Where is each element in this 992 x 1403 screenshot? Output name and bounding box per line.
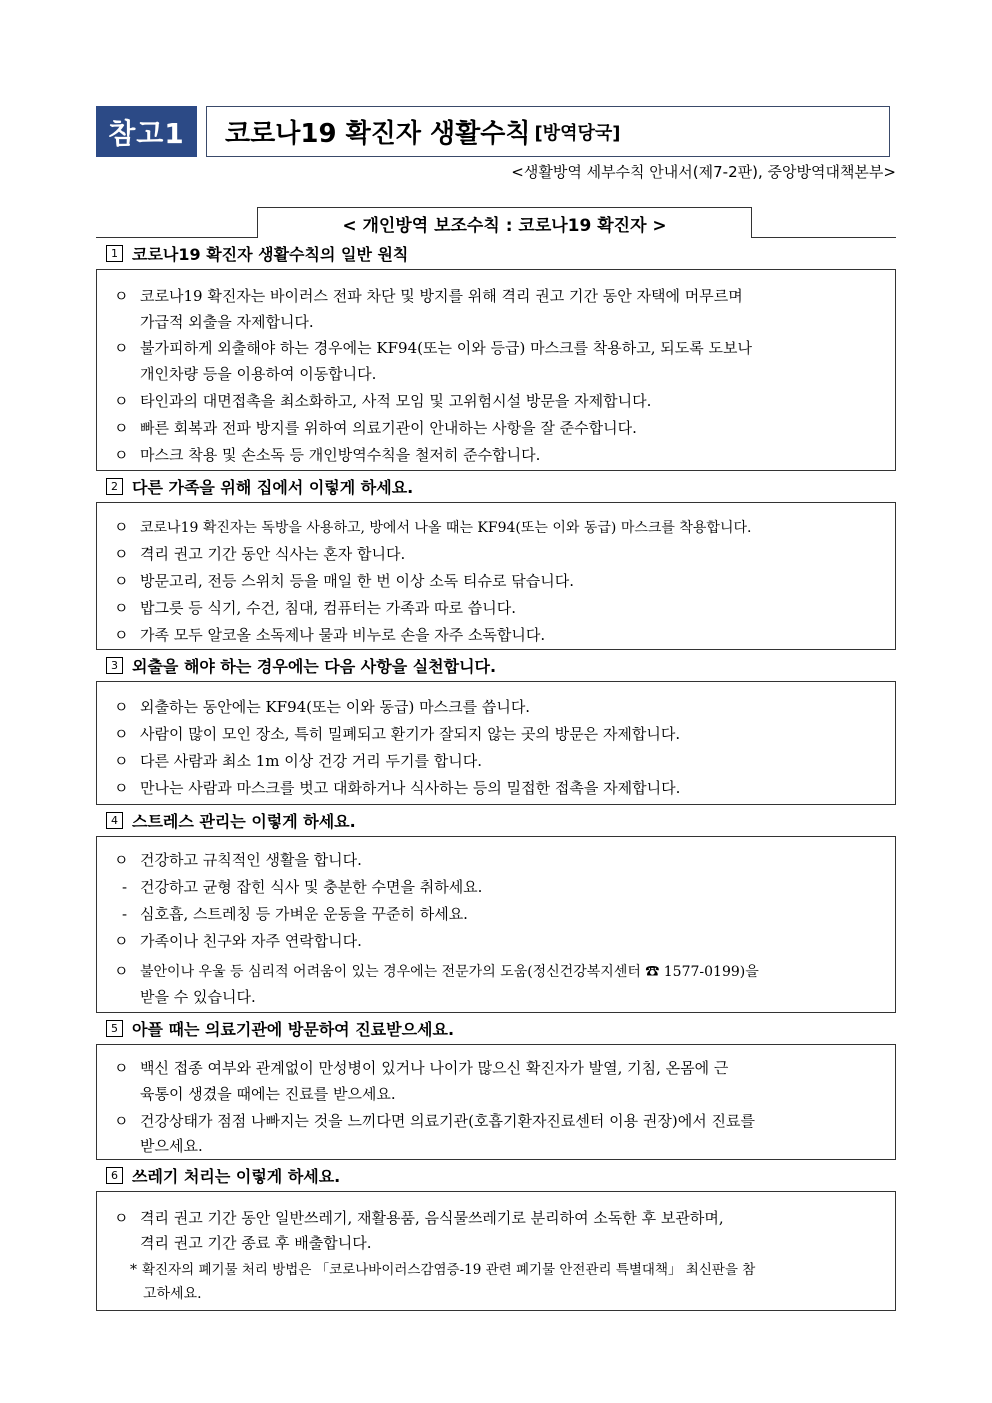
bullet-icon: ㅇ — [114, 572, 129, 590]
list-item — [114, 931, 889, 951]
bullet-icon: ㅇ — [114, 518, 129, 536]
bullet-icon: ㅇ — [114, 626, 129, 644]
list-item — [140, 1136, 915, 1156]
list-item-text: 격리 권고 기간 종료 후 배출합니다. — [140, 1234, 372, 1252]
section-number: 2 — [106, 478, 123, 495]
list-item — [114, 1058, 889, 1078]
bullet-icon: ㅇ — [114, 599, 129, 617]
footnote-text: 확진자의 폐기물 처리 방법은 「코로나바이러스감염증-19 관련 폐기물 안전관리 특별대책」 최신판을 참 — [142, 1262, 756, 1278]
list-item-text: 코로나19 확진자는 독방을 사용하고, 방에서 나올 때는 KF94(또는 이와 동급) 마스크를 착용합니다. — [140, 520, 752, 536]
bullet-icon: ㅇ — [114, 725, 129, 743]
list-item — [114, 697, 889, 717]
list-item-text: 받을 수 있습니다. — [140, 988, 256, 1006]
list-item-text: 타인과의 대면접촉을 최소화하고, 사적 모임 및 고위험시설 방문을 자제합니다. — [140, 392, 652, 410]
bullet-icon: ㅇ — [114, 698, 129, 716]
list-item — [140, 1233, 915, 1253]
bullet-icon: ㅇ — [114, 752, 129, 770]
footnote — [130, 1260, 905, 1280]
list-item-text: 개인차량 등을 이용하여 이동합니다. — [140, 365, 377, 383]
list-item — [114, 598, 889, 618]
bullet-icon: ㅇ — [114, 779, 129, 797]
list-item-text: 가족 모두 알코올 소독제나 물과 비누로 손을 자주 소독합니다. — [140, 626, 546, 644]
section-head-3 — [96, 649, 896, 682]
list-item — [114, 391, 889, 411]
section-number: 3 — [106, 657, 123, 674]
list-item — [140, 364, 915, 384]
section-number: 1 — [106, 245, 123, 262]
list-item — [122, 877, 897, 897]
bullet-icon: ㅇ — [114, 1059, 129, 1077]
list-item — [114, 961, 889, 982]
bullet-icon: ㅇ — [114, 392, 129, 410]
list-item — [114, 625, 889, 645]
bullet-icon: ㅇ — [114, 932, 129, 950]
list-item — [114, 724, 889, 744]
list-item — [114, 850, 889, 870]
section-title: 스트레스 관리는 이렇게 하세요. — [132, 812, 356, 831]
page-title — [206, 106, 890, 157]
reference-badge: 참고1 — [96, 106, 197, 157]
section-head-4 — [96, 804, 896, 837]
list-item-text: 백신 접종 여부와 관계없이 만성병이 있거나 나이가 많으신 확진자가 발열, 기침, 온몸에 근 — [140, 1059, 729, 1077]
list-item-text: 외출하는 동안에는 KF94(또는 이와 동급) 마스크를 씁니다. — [140, 698, 531, 716]
section-head-5 — [96, 1012, 896, 1045]
page-title-text: 코로나19 확진자 생활수칙 — [225, 119, 531, 149]
list-item-text: 건강하고 균형 잡힌 식사 및 충분한 수면을 취하세요. — [140, 878, 483, 896]
bullet-icon: ㅇ — [114, 1112, 129, 1130]
list-item — [114, 778, 889, 798]
list-item-text: 불안이나 우울 등 심리적 어려움이 있는 경우에는 전문가의 도움(정신건강복지센터 ☎ 1577-0199)을 — [140, 964, 759, 980]
list-item — [140, 1084, 915, 1104]
dash-icon: - — [122, 878, 128, 896]
list-item-text: 받으세요. — [140, 1137, 203, 1155]
list-item — [140, 312, 915, 332]
list-item — [114, 751, 889, 771]
section-title: 외출을 해야 하는 경우에는 다음 사항을 실천합니다. — [132, 657, 497, 676]
list-item-text: 빠른 회복과 전파 방지를 위하여 의료기관이 안내하는 사항을 잘 준수합니다. — [140, 419, 637, 437]
section-number: 6 — [106, 1167, 123, 1184]
list-item-text: 사람이 많이 모인 장소, 특히 밀폐되고 환기가 잘되지 않는 곳의 방문은 자제합니다. — [140, 725, 681, 743]
section-title: 아플 때는 의료기관에 방문하여 진료받으세요. — [132, 1020, 455, 1039]
section-title: 다른 가족을 위해 집에서 이렇게 하세요. — [132, 478, 414, 497]
asterisk-icon: * — [130, 1262, 137, 1278]
list-item — [114, 1208, 889, 1228]
list-item-text: 가급적 외출을 자제합니다. — [140, 313, 314, 331]
section-head-1 — [96, 237, 896, 270]
list-item-text: 심호흡, 스트레칭 등 가벼운 운동을 꾸준히 하세요. — [140, 905, 468, 923]
list-item — [114, 544, 889, 564]
bullet-icon: ㅇ — [114, 1209, 129, 1227]
list-item-text: 다른 사람과 최소 1m 이상 건강 거리 두기를 합니다. — [140, 752, 482, 770]
bullet-icon: ㅇ — [114, 446, 129, 464]
list-item — [122, 904, 897, 924]
bullet-icon: ㅇ — [114, 339, 129, 357]
list-item-text: 격리 권고 기간 동안 일반쓰레기, 재활용품, 음식물쓰레기로 분리하여 소독한 후 보관하며, — [140, 1209, 724, 1227]
footnote-text: 고하세요. — [143, 1286, 202, 1302]
bullet-icon: ㅇ — [114, 962, 129, 980]
bullet-icon: ㅇ — [114, 419, 129, 437]
section-title: 코로나19 확진자 생활수칙의 일반 원칙 — [132, 245, 409, 264]
page-title-suffix: [방역당국] — [534, 122, 621, 144]
list-item — [114, 338, 889, 358]
source-citation: <생활방역 세부수칙 안내서(제7-2판), 중앙방역대책본부> — [511, 163, 896, 181]
list-item-text: 만나는 사람과 마스크를 벗고 대화하거나 식사하는 등의 밀접한 접촉을 자제합니다. — [140, 779, 681, 797]
list-item-text: 건강상태가 점점 나빠지는 것을 느끼다면 의료기관(호흡기환자진료센터 이용 권장)에서 진료를 — [140, 1112, 755, 1130]
list-item-text: 건강하고 규칙적인 생활을 합니다. — [140, 851, 362, 869]
list-item-text: 밥그릇 등 식기, 수건, 침대, 컴퓨터는 가족과 따로 씁니다. — [140, 599, 516, 617]
list-item-text: 마스크 착용 및 손소독 등 개인방역수칙을 철저히 준수합니다. — [140, 446, 541, 464]
list-item — [114, 571, 889, 591]
list-item — [114, 445, 889, 465]
list-item — [114, 418, 889, 438]
list-item-text: 코로나19 확진자는 바이러스 전파 차단 및 방지를 위해 격리 권고 기간 동안 자택에 머무르며 — [140, 287, 743, 305]
list-item-text: 가족이나 친구와 자주 연락합니다. — [140, 932, 362, 950]
bullet-icon: ㅇ — [114, 287, 129, 305]
section-head-6 — [96, 1159, 896, 1192]
list-item-text: 방문고리, 전등 스위치 등을 매일 한 번 이상 소독 티슈로 닦습니다. — [140, 572, 574, 590]
box-title: < 개인방역 보조수칙 : 코로나19 확진자 > — [257, 207, 752, 238]
list-item — [114, 286, 889, 306]
section-number: 4 — [106, 812, 123, 829]
bullet-icon: ㅇ — [114, 851, 129, 869]
section-number: 5 — [106, 1020, 123, 1037]
list-item-text: 불가피하게 외출해야 하는 경우에는 KF94(또는 이와 등급) 마스크를 착용하고, 되도록 도보나 — [140, 339, 753, 357]
section-head-2 — [96, 470, 896, 503]
section-title: 쓰레기 처리는 이렇게 하세요. — [132, 1167, 341, 1186]
bullet-icon: ㅇ — [114, 545, 129, 563]
dash-icon: - — [122, 905, 128, 923]
list-item — [114, 517, 889, 538]
list-item-text: 육통이 생겼을 때에는 진료를 받으세요. — [140, 1085, 396, 1103]
list-item — [114, 1111, 889, 1131]
list-item-text: 격리 권고 기간 동안 식사는 혼자 합니다. — [140, 545, 406, 563]
footnote — [143, 1284, 918, 1304]
list-item — [140, 987, 915, 1007]
